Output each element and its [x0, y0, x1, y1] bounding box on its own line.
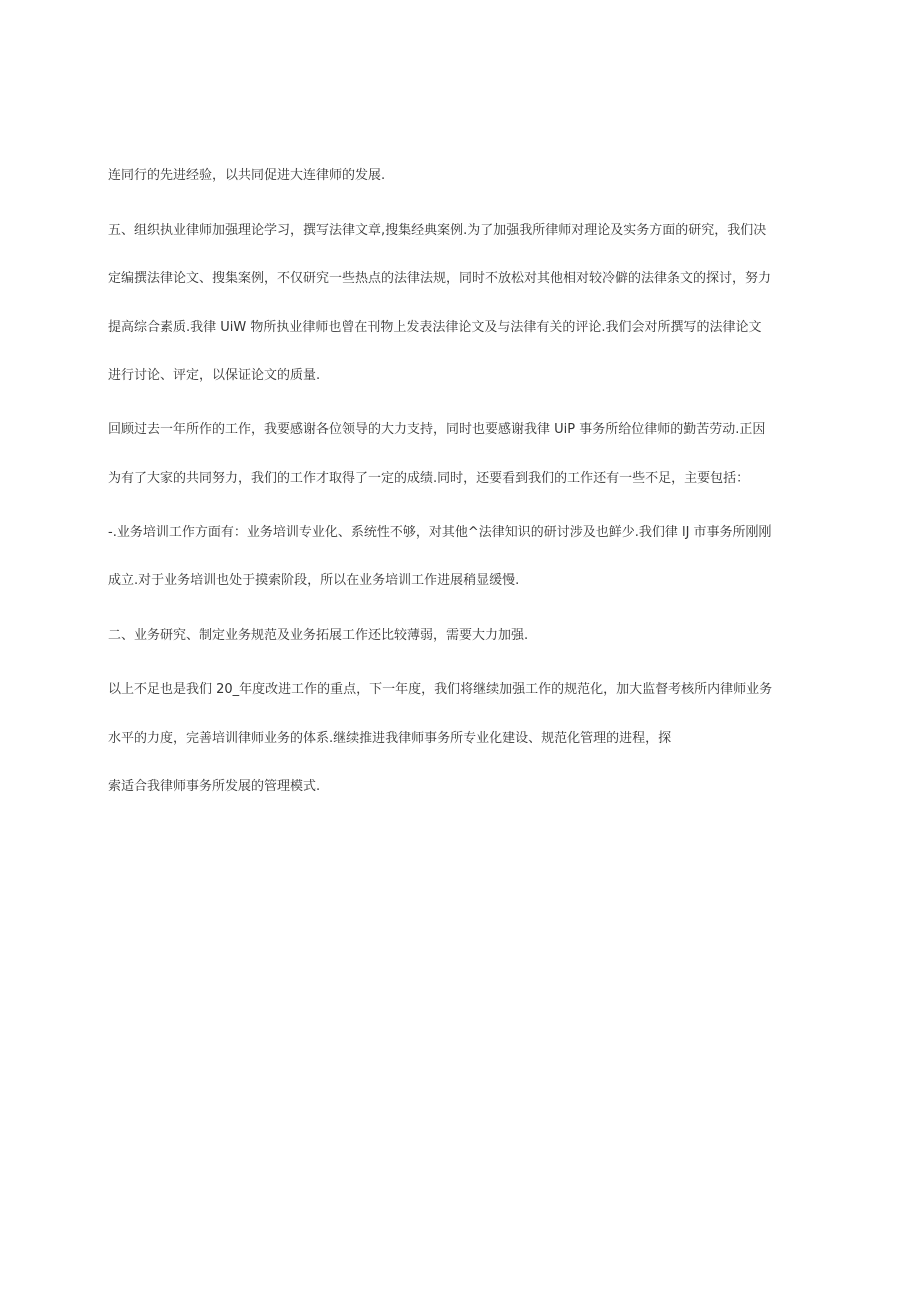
- paragraph-line: -.业务培训工作方面有：业务培训专业化、系统性不够，对其他^法律知识的研讨涉及也鲜少.我们律 lJ 市事务所刚刚: [108, 525, 772, 540]
- paragraph-line: 以上不足也是我们 20_年度改进工作的重点，下一年度，我们将继续加强工作的规范化，加大监督考核所内律师业务: [108, 682, 773, 697]
- paragraph-line: 提高综合素质.我律 UiW 物所执业律师也曾在刊物上发表法律论文及与法律有关的评论.我们会对所撰写的法律论文: [108, 320, 762, 335]
- paragraph-line: 回顾过去一年所作的工作，我要感谢各位领导的大力支持，同时也要感谢我律 UiP 事务所给位律师的勤苦劳动.正因: [108, 422, 766, 437]
- paragraph-line: 定编撰法律论文、搜集案例，不仅研究一些热点的法律法规，同时不放松对其他相对较冷僻的法律条文的探讨，努力: [108, 271, 772, 286]
- paragraph-line: 二、业务研究、制定业务规范及业务拓展工作还比较薄弱，需要大力加强.: [108, 628, 529, 643]
- paragraph-line: 为有了大家的共同努力，我们的工作才取得了一定的成绩.同时，还要看到我们的工作还有一些不足，主要包括：: [108, 471, 750, 486]
- paragraph-line: 连同行的先进经验，以共同促进大连律师的发展.: [108, 168, 386, 183]
- paragraph-line: 进行讨论、评定，以保证论文的质量.: [108, 368, 321, 383]
- paragraph-line: 索适合我律师事务所发展的管理模式.: [108, 779, 321, 794]
- paragraph-line: 成立.对于业务培训也处于摸索阶段，所以在业务培训工作进展稍显缓慢.: [108, 573, 520, 588]
- paragraph-line: 水平的力度，完善培训律师业务的体系.继续推进我律师事务所专业化建设、规范化管理的进程，探: [108, 731, 672, 746]
- paragraph-line: 五、组织执业律师加强理论学习，撰写法律文章,搜集经典案例.为了加强我所律师对理论及实务方面的研究，我们决: [108, 223, 767, 238]
